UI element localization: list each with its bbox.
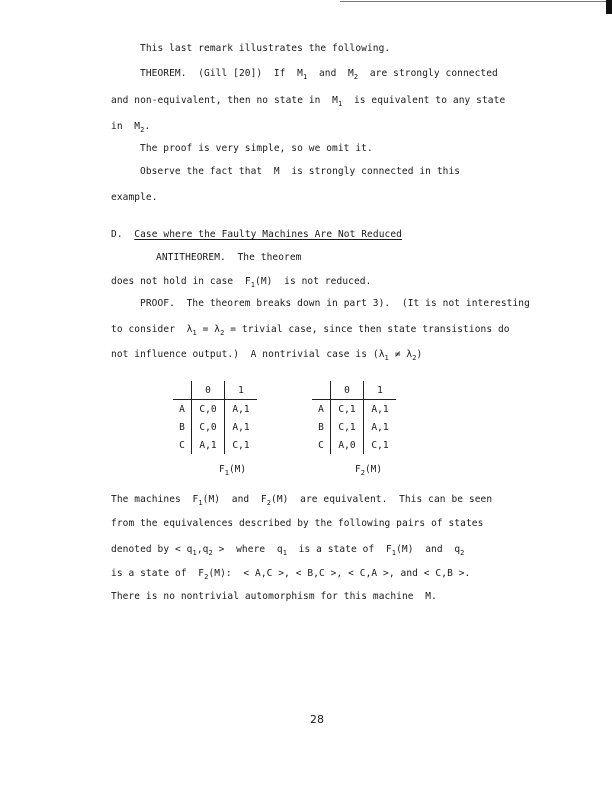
page-number: 28	[310, 713, 324, 726]
table-row	[312, 400, 396, 419]
transition-cell: A,1	[364, 418, 397, 436]
table-row	[312, 436, 396, 454]
state-label: C	[318, 439, 324, 451]
transition-cell: A,1	[192, 436, 225, 454]
state-label: B	[179, 421, 185, 433]
equiv-line-1: The machines $F_1(M)$ and $F_2(M)$ are equivalent. This can be seen	[111, 494, 493, 507]
input-header-0: 0	[192, 381, 225, 400]
equiv-line-3: denoted by < $q_1,q_2$ > where $q_1$ is a state of $F_1(M)$ and $q_2$	[111, 544, 465, 557]
transition-cell: A,1	[225, 418, 258, 436]
theorem-line-1: THEOREM. (Gill [20]) If $M_1$ and $M_2$ are strongly connected	[140, 68, 498, 81]
proof-line-1: PROOF. The theorem breaks down in part 3). (It is not interesting	[140, 298, 530, 309]
table-row	[173, 418, 257, 436]
table-caption-f1: $F_1(M)$	[219, 464, 247, 477]
state-table-f2	[312, 381, 396, 454]
section-heading: D. Case where the Faulty Machines Are Not Reduced	[111, 229, 402, 240]
antitheorem-line-1: ANTITHEOREM. The theorem	[156, 252, 302, 263]
table-row	[173, 400, 257, 419]
state-label: C	[179, 439, 185, 451]
input-header-1: 1	[225, 381, 258, 400]
table-header-row	[312, 381, 396, 400]
scan-edge-line	[340, 1, 612, 2]
input-header-1: 1	[364, 381, 397, 400]
state-label: B	[318, 421, 324, 433]
proof-simple-line: The proof is very simple, so we omit it.	[140, 143, 373, 154]
theorem-line-3: in $M_2$.	[111, 121, 151, 134]
transition-cell: C,0	[192, 418, 225, 436]
equiv-line-4: is a state of $F_2(M)$: < A,C >, < B,C >, < C,A >, and < C,B >.	[111, 568, 471, 581]
proof-line-3: not influence output.) A nontrivial case is $(\lambda_1 \ne \lambda_2)$	[111, 349, 423, 362]
transition-cell: C,0	[192, 400, 225, 419]
table-header-row	[173, 381, 257, 400]
table-row	[173, 436, 257, 454]
antitheorem-line-2: does not hold in case $F_1(M)$ is not reduced.	[111, 276, 372, 289]
transition-cell: C,1	[331, 418, 364, 436]
state-table-f1	[173, 381, 257, 454]
proof-line-2: to consider $\lambda_1 = \lambda_2$ = trivial case, since then state transistions do	[111, 324, 510, 337]
state-label: A	[318, 403, 324, 415]
transition-cell: C,1	[331, 400, 364, 419]
transition-cell: A,0	[331, 436, 364, 454]
transition-cell: C,1	[225, 436, 258, 454]
equiv-line-2: from the equivalences described by the following pairs of states	[111, 518, 484, 529]
table-caption-f2: $F_2(M)$	[355, 464, 383, 477]
observe-line-2: example.	[111, 192, 158, 203]
table-row	[312, 418, 396, 436]
equiv-line-5: There is no nontrivial automorphism for this machine M.	[111, 591, 437, 602]
transition-cell: C,1	[364, 436, 397, 454]
scan-corner-mark	[606, 0, 612, 14]
intro-line: This last remark illustrates the following.	[140, 43, 391, 54]
observe-line-1: Observe the fact that M is strongly connected in this	[140, 166, 461, 177]
input-header-0: 0	[331, 381, 364, 400]
transition-cell: A,1	[364, 400, 397, 419]
state-label: A	[179, 403, 185, 415]
transition-cell: A,1	[225, 400, 258, 419]
theorem-line-2: and non-equivalent, then no state in $M_1$ is equivalent to any state	[111, 95, 506, 108]
